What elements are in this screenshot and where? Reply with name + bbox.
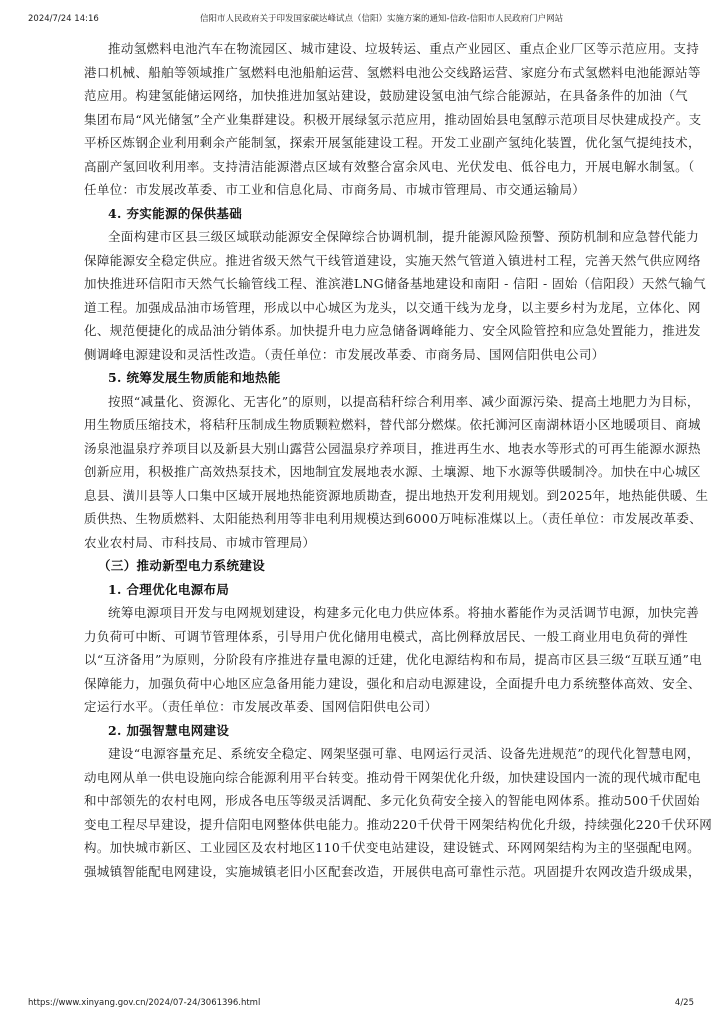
paragraph-first-line: 建设“电源容量充足、系统安全稳定、网架坚强可靠、电网运行灵活、设备先进规范”的现代化智慧电网， xyxy=(108,746,700,761)
document-body xyxy=(84,37,724,977)
paragraph-line: 创新应用，积极推广高效热泵技术，因地制宜发展地表水源、土壤源、地下水源等供暖制冷。加快在中心城区 xyxy=(84,464,701,479)
paragraph-line: 范应用。构建氢能储运网络，加快推进加氢站建设，鼓励建设氢电油气综合能源站，在具备条件的加油（气 xyxy=(84,88,688,103)
sub-heading: 1. 合理优化电源布局 xyxy=(108,581,230,597)
paragraph-line: 和中部领先的农村电网，形成各电压等级灵活调配、多元化负荷安全接入的智能电网体系。推动500千伏固始 xyxy=(84,793,701,808)
sub-heading: 5. 统筹发展生物质能和地热能 xyxy=(108,370,281,385)
paragraph-line: 农业农村局、市科技局、市城市管理局） xyxy=(84,534,316,550)
print-footer xyxy=(0,996,724,1010)
paragraph-first-line: 按照“减量化、资源化、无害化”的原则，以提高秸秆综合利用率、减少面源污染、提高土地肥力为目标， xyxy=(108,393,700,409)
print-page-title: 信阳市人民政府关于印发国家碳达峰试点（信阳）实施方案的通知-信政-信阳市人民政府门户网站 xyxy=(200,14,564,24)
paragraph-line: 汤泉池温泉疗养项目以及新县大别山露营公园温泉疗养项目，推进再生水、地表水等形式的可再生能源水源热 xyxy=(84,440,701,456)
print-header xyxy=(0,12,724,26)
paragraph-line: 用生物质压缩技术，将秸秆压制成生物质颗粒燃料，替代部分燃煤。依托浉河区南湖林语小区地暖项目、商城 xyxy=(84,417,701,432)
paragraph-line: 加快推进环信阳市天然气长输管线工程、淮滨港LNG储备基地建设和南阳 - 信阳 - 固始（信阳段）天然气输气 xyxy=(84,276,707,291)
paragraph-line: 息县、潢川县等人口集中区域开展地热能资源地质勘查，提出地热开发利用规划。到2025年，地热能供暖、生 xyxy=(84,487,709,503)
paragraph-line: 港口机械、船舶等领域推广氢燃料电池船舶运营、氢燃料电池公交线路运营、家庭分布式氢燃料电池能源站等 xyxy=(84,64,701,80)
paragraph-line: 定运行水平。（责任单位：市发展改革委、国网信阳供电公司） xyxy=(84,699,438,714)
sub-heading: 2. 加强智慧电网建设 xyxy=(108,722,230,738)
paragraph-line: 变电工程尽早建设，提升信阳电网整体供电能力。推动220千伏骨干网架结构优化升级，持续强化220千伏环网 xyxy=(84,816,713,832)
paragraph-line: 保障能源安全稳定供应。推进省级天然气干线管道建设，实施天然气管道入镇进村工程，完善天然气供应网络 xyxy=(84,252,701,268)
paragraph-line: 以“互济备用”为原则，分阶段有序推进存量电源的迁建，优化电源结构和布局，提高市区县三级“互联互通”电 xyxy=(84,652,703,667)
paragraph-first-line: 全面构建市区县三级区域联动能源安全保障综合协调机制，提升能源风险预警、预防机制和应急替代能力 xyxy=(108,229,700,244)
print-date: 2024/7/24 14:16 xyxy=(28,14,99,24)
paragraph-line: 力负荷可中断、可调节管理体系，引导用户优化储用电模式，高比例释放居民、一般工商业用电负荷的弹性 xyxy=(84,628,688,644)
paragraph-line: 强城镇智能配电网建设，实施城镇老旧小区配套改造，开展供电高可靠性示范。巩固提升农网改造升级成果， xyxy=(84,863,701,879)
paragraph-line: 保障能力，加强负荷中心地区应急备用能力建设，强化和启动电源建设，全面提升电力系统整体高效、安全、 xyxy=(84,675,701,691)
paragraph-line: 动电网从单一供电设施向综合能源利用平台转变。推动骨干网架优化升级，加快建设国内一流的现代城市配电 xyxy=(84,769,701,785)
section-heading: （三）推动新型电力系统建设 xyxy=(98,558,266,573)
paragraph-first-line: 统筹电源项目开发与电网规划建设，构建多元化电力供应体系。将抽水蓄能作为灵活调节电源，加快完善 xyxy=(108,605,700,620)
paragraph-line: 化、规范便捷化的成品油分销体系。加快提升电力应急储备调峰能力、安全风险管控和应急处置能力，推进发 xyxy=(84,323,701,338)
paragraph-line: 平桥区炼钢企业利用剩余产能制氢，探索开展氢能建设工程。开发工业副产氢纯化装置，优化氢气提纯技术， xyxy=(84,135,701,150)
paragraph-line: 侧调峰电源建设和灵活性改造。（责任单位：市发展改革委、市商务局、国网信阳供电公司） xyxy=(84,346,605,362)
sub-heading: 4. 夯实能源的保供基础 xyxy=(108,205,243,221)
paragraph-line: 质供热、生物质燃料、太阳能热利用等非电利用规模达到6000万吨标准煤以上。（责任单位：市发展改革委、 xyxy=(84,511,703,526)
page-url: https://www.xinyang.gov.cn/2024/07-24/3061396.html xyxy=(28,998,261,1008)
paragraph-line: 高副产氢回收利用率。支持清洁能源潜点区域有效整合富余风电、光伏发电、低谷电力，开展电解水制氢。（ xyxy=(84,158,695,174)
paragraph-line: 构。加快城市新区、工业园区及农村地区110千伏变电站建设，建设链式、环网网架结构为主的坚强配电网。 xyxy=(84,840,701,855)
paragraph-line: 道工程。加强成品油市场管理，形成以中心城区为龙头，以交通干线为龙身，以主要乡村为龙尾，立体化、网 xyxy=(84,299,701,315)
paragraph-line: 任单位：市发展改革委、市工业和信息化局、市商务局、市城市管理局、市交通运输局） xyxy=(84,182,586,197)
page-number: 4/25 xyxy=(674,998,694,1008)
paragraph-line: 集团布局“风光储氢”全产业集群建设。积极开展绿氢示范应用，推动固始县电氢醇示范项目尽快建成投产。支 xyxy=(84,111,702,127)
paragraph-first-line: 推动氢燃料电池汽车在物流园区、城市建设、垃圾转运、重点产业园区、重点企业厂区等示范应用。支持 xyxy=(108,41,700,56)
